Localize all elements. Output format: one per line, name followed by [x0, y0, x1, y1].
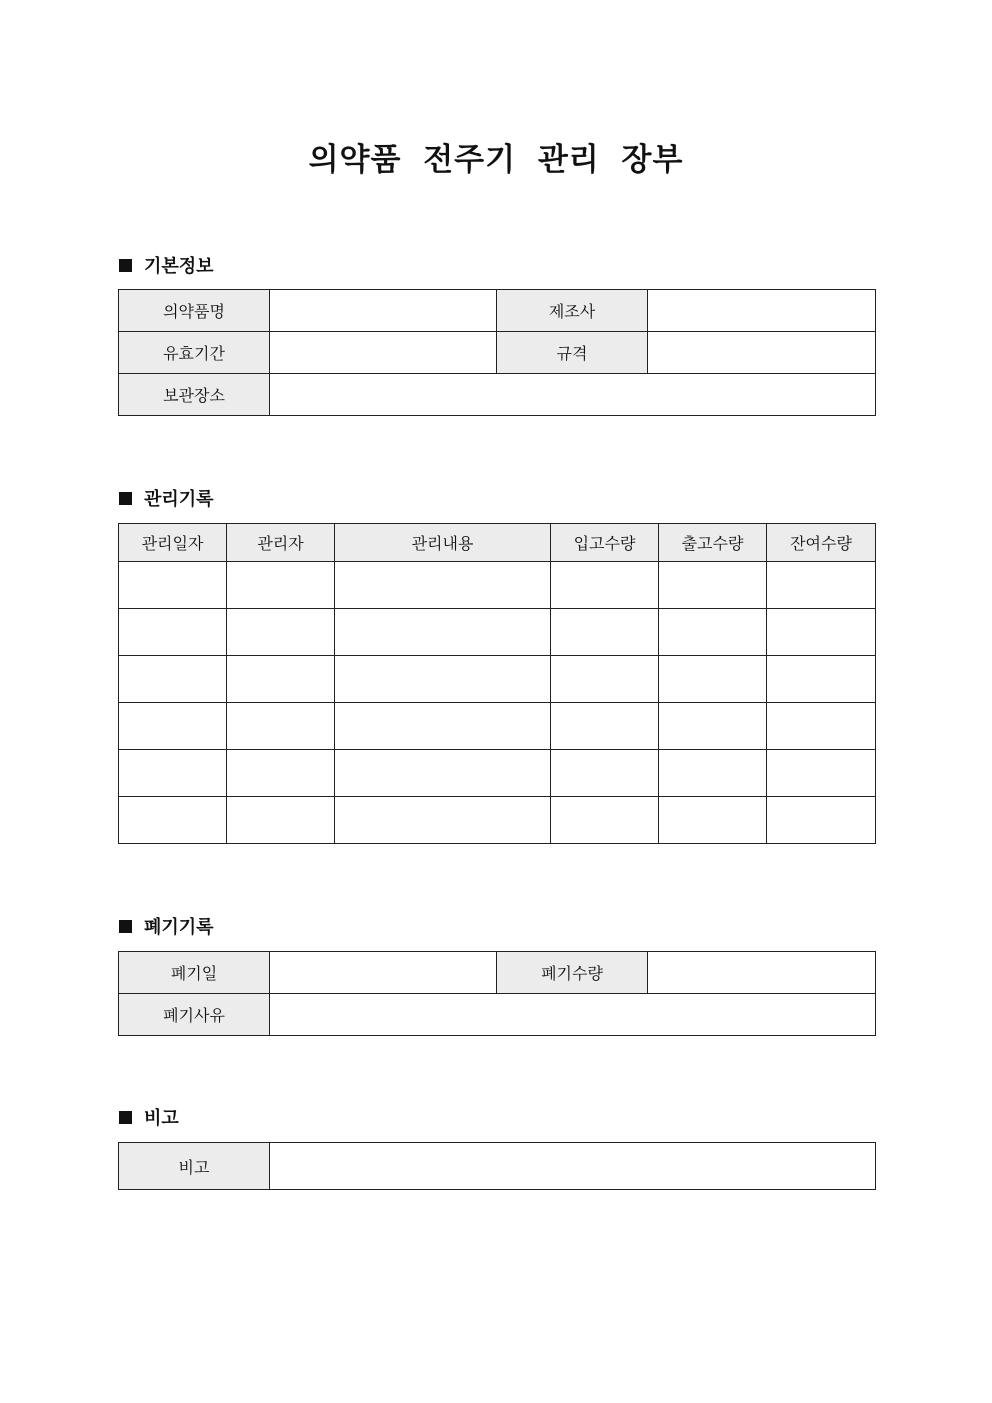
column-header-date: 관리일자	[119, 524, 227, 562]
table-cell[interactable]	[335, 750, 551, 797]
table-cell[interactable]	[227, 609, 335, 656]
disposal-table	[118, 951, 876, 1036]
section-title: 폐기기록	[144, 917, 214, 938]
disposal-date-label: 폐기일	[119, 952, 270, 994]
expiry-label: 유효기간	[119, 332, 270, 374]
table-cell[interactable]	[227, 703, 335, 750]
table-cell[interactable]	[119, 562, 227, 609]
remarks-label: 비고	[119, 1143, 270, 1190]
table-cell[interactable]	[119, 797, 227, 844]
table-cell[interactable]	[335, 562, 551, 609]
remarks-table	[118, 1142, 876, 1190]
table-cell[interactable]	[551, 562, 659, 609]
spec-field[interactable]	[648, 332, 876, 374]
table-cell[interactable]	[767, 656, 876, 703]
remarks-field[interactable]	[270, 1143, 876, 1190]
disposal-date-field[interactable]	[270, 952, 497, 994]
disposal-qty-label: 폐기수량	[497, 952, 648, 994]
section-heading-records	[119, 486, 214, 510]
manufacturer-field[interactable]	[648, 290, 876, 332]
table-cell[interactable]	[227, 656, 335, 703]
column-header-in-qty: 입고수량	[551, 524, 659, 562]
table-cell[interactable]	[767, 703, 876, 750]
section-title: 기본정보	[144, 256, 214, 277]
table-cell[interactable]	[551, 609, 659, 656]
table-cell[interactable]	[659, 609, 767, 656]
basic-info-table	[118, 289, 876, 416]
table-cell[interactable]	[767, 562, 876, 609]
table-cell[interactable]	[551, 656, 659, 703]
square-bullet-icon	[119, 920, 132, 933]
square-bullet-icon	[119, 259, 132, 272]
records-table	[118, 523, 876, 844]
table-cell[interactable]	[659, 656, 767, 703]
disposal-reason-field[interactable]	[270, 994, 876, 1036]
table-cell[interactable]	[227, 750, 335, 797]
table-cell[interactable]	[119, 750, 227, 797]
table-cell[interactable]	[335, 797, 551, 844]
table-row	[119, 750, 876, 797]
table-cell[interactable]	[659, 750, 767, 797]
table-cell[interactable]	[335, 703, 551, 750]
table-cell[interactable]	[119, 609, 227, 656]
column-header-out-qty: 출고수량	[659, 524, 767, 562]
table-cell[interactable]	[659, 797, 767, 844]
table-cell[interactable]	[227, 797, 335, 844]
disposal-qty-field[interactable]	[648, 952, 876, 994]
table-cell[interactable]	[335, 609, 551, 656]
table-cell[interactable]	[551, 703, 659, 750]
drug-name-field[interactable]	[270, 290, 497, 332]
table-row	[119, 703, 876, 750]
storage-field[interactable]	[270, 374, 876, 416]
expiry-field[interactable]	[270, 332, 497, 374]
spec-label: 규격	[497, 332, 648, 374]
drug-name-label: 의약품명	[119, 290, 270, 332]
section-heading-basic-info	[119, 253, 214, 277]
table-row	[119, 797, 876, 844]
column-header-manager: 관리자	[227, 524, 335, 562]
table-row	[119, 609, 876, 656]
table-cell[interactable]	[551, 797, 659, 844]
table-row	[119, 562, 876, 609]
table-cell[interactable]	[767, 609, 876, 656]
table-cell[interactable]	[659, 703, 767, 750]
table-row	[119, 656, 876, 703]
disposal-reason-label: 폐기사유	[119, 994, 270, 1036]
storage-label: 보관장소	[119, 374, 270, 416]
page-title: 의약품 전주기 관리 장부	[308, 142, 684, 178]
table-cell[interactable]	[767, 750, 876, 797]
table-cell[interactable]	[227, 562, 335, 609]
section-title: 관리기록	[144, 489, 214, 510]
square-bullet-icon	[119, 492, 132, 505]
table-cell[interactable]	[119, 703, 227, 750]
table-cell[interactable]	[551, 750, 659, 797]
column-header-content: 관리내용	[335, 524, 551, 562]
table-cell[interactable]	[767, 797, 876, 844]
table-cell[interactable]	[119, 656, 227, 703]
section-heading-remarks	[119, 1105, 179, 1129]
manufacturer-label: 제조사	[497, 290, 648, 332]
section-title: 비고	[144, 1108, 179, 1129]
table-cell[interactable]	[335, 656, 551, 703]
table-cell[interactable]	[659, 562, 767, 609]
square-bullet-icon	[119, 1111, 132, 1124]
column-header-remaining-qty: 잔여수량	[767, 524, 876, 562]
section-heading-disposal	[119, 914, 214, 938]
